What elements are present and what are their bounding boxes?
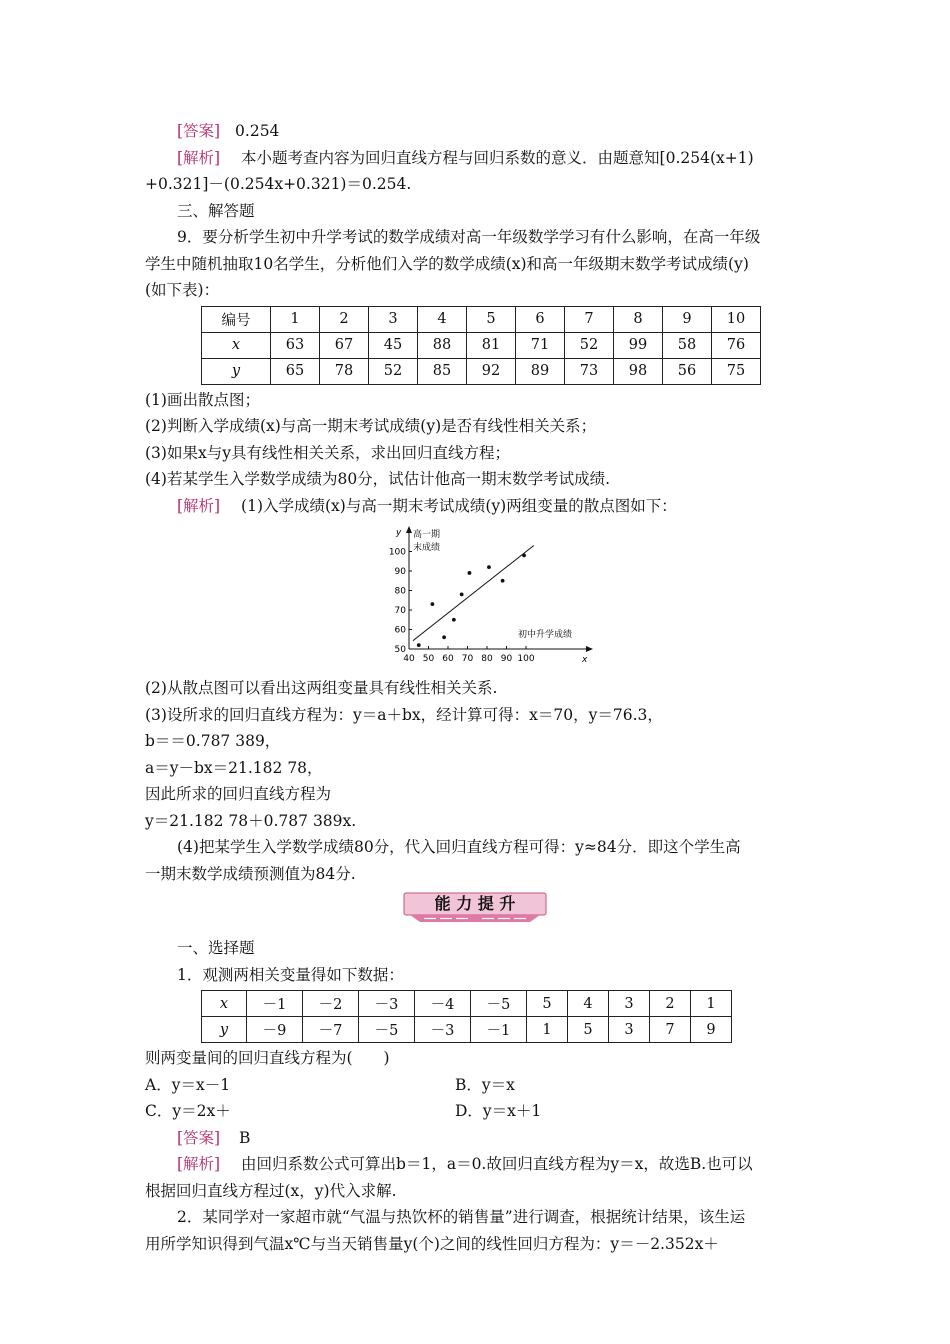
table-cell: 2 [320,306,369,332]
table-row [202,991,732,1017]
analysis-line [145,493,810,520]
table-cell: 9 [691,1017,732,1043]
table-row [202,332,761,358]
section-heading: 三、解答题 [177,201,255,220]
table-cell: 3 [369,306,418,332]
answer-tag: [答案] [177,1128,221,1147]
table-cell: 3 [609,991,650,1017]
scores-table [201,306,761,385]
table-cell: 73 [565,358,614,384]
data-point [522,554,526,558]
analysis-tag: [解析] [177,496,221,515]
data-point [487,565,491,569]
table-cell: 5 [467,306,516,332]
table-cell: 8 [614,306,663,332]
table-row [202,306,761,332]
answer-value: B [239,1128,251,1147]
table-cell: 76 [712,332,761,358]
banner-title: 能 力 提 升 [434,894,516,913]
y-tick-label: 100 [388,547,406,558]
y-axis-title-line-1: 高一期 [413,530,441,540]
solution-3-line-4: 因此所求的回归直线方程为 [145,785,332,803]
table-cell: 65 [271,358,320,384]
table-cell: 85 [418,358,467,384]
x-tick-label: 70 [461,654,474,664]
table-cell: －3 [415,1017,471,1043]
solution-4-line-1: (4)把某学生入学数学成绩80分，代入回归直线方程可得：y≈84分．即这个学生高 [177,838,741,856]
y-axis-label: y [396,528,402,538]
question-9-line-1: 9．要分析学生初中升学考试的数学成绩对高一年级数学学习有什么影响，在高一年级 [177,228,761,246]
x-tick-label: 60 [442,654,454,664]
table-cell: 5 [568,1017,609,1043]
x-axis-arrow [586,646,593,652]
table-cell: 45 [369,332,418,358]
banner-graphic [400,891,550,925]
option-c: C．y＝2x＋ [145,1102,231,1120]
table-cell: 9 [663,306,712,332]
table-cell: 2 [650,991,691,1017]
question-1-stem: 1．观测两相关变量得如下数据： [177,965,404,984]
sub-question-2: (2)判断入学成绩(x)与高一期末考试成绩(y)是否有线性相关关系； [145,417,597,435]
option-d: D．y＝x＋1 [455,1102,542,1120]
analysis-text: 由回归系数公式可算出b＝1，a＝0.故回归直线方程为y＝x，故选B.也可以 [241,1155,753,1173]
question-2-line-1: 2．某同学对一家超市就“气温与热饮杯的销售量”进行调查，根据统计结果，该生运 [177,1208,746,1226]
table-cell: 52 [369,358,418,384]
question-9-line-3: (如下表)： [145,281,220,299]
data-point [460,593,464,597]
table-cell: 3 [609,1017,650,1043]
table-cell: －4 [415,991,471,1017]
table-cell: －5 [471,991,527,1017]
table-cell: 1 [527,1017,568,1043]
row-label: x [202,991,247,1017]
data-point [452,618,456,622]
answer-line [145,1125,810,1152]
scatter-chart [377,523,597,669]
solution-3-line-5: y＝21.182 78＋0.787 389x. [145,811,357,830]
y-tick-label: 50 [394,645,406,655]
document-page [145,118,810,1257]
x-tick-label: 40 [403,654,415,664]
solution-4-line-2: 一期末数学成绩预测值为84分. [145,864,356,883]
table-cell: －1 [247,991,303,1017]
answer-line [145,118,810,145]
row-label: y [202,358,271,384]
data-point [431,602,435,606]
x-tick-label: 100 [517,654,535,664]
table-cell: 98 [614,358,663,384]
y-axis-title-line-2: 末成绩 [413,543,441,553]
question-9-line-2: 学生中随机抽取10名学生，分析他们入学的数学成绩(x)和高一年级期末数学考试成绩(y) [145,254,749,273]
table-cell: 92 [467,358,516,384]
row-label: y [202,1017,247,1043]
x-tick-label: 90 [500,654,513,664]
question-2-line-2: 用所学知识得到气温x℃与当天销售量y(个)之间的线性回归方程为：y＝－2.352x＋ [145,1234,719,1253]
sub-question-1: (1)画出散点图； [145,390,260,409]
analysis-line-2: 根据回归直线方程过(x，y)代入求解. [145,1181,397,1200]
table-cell: 56 [663,358,712,384]
question-1-prompt: 则两变量间的回归直线方程为( ) [145,1049,390,1067]
table-cell: 78 [320,358,369,384]
section-heading: 一、选择题 [177,939,255,957]
data-point [468,571,472,575]
solution-3-line-3: a＝y－bx＝21.182 78， [145,758,323,777]
y-tick-label: 60 [394,625,406,636]
solution-3-line-2: b＝＝0.787 389， [145,732,281,750]
section-banner [145,889,810,929]
table-cell: 81 [467,332,516,358]
data-point [417,643,421,647]
answer-value: 0.254 [235,122,280,140]
table-cell: 7 [565,306,614,332]
option-b: B．y＝x [455,1075,515,1094]
option-a: A．y＝x－1 [145,1075,231,1094]
table-cell: 88 [418,332,467,358]
table-cell: －9 [247,1017,303,1043]
y-tick-label: 90 [394,567,406,577]
table-cell: －3 [359,991,415,1017]
table-cell: 10 [712,306,761,332]
table-cell: －5 [359,1017,415,1043]
solution-3-line-1: (3)设所求的回归直线方程为：y＝a＋bx，经计算可得：x＝70，y＝76.3， [145,705,663,724]
table-cell: 1 [271,306,320,332]
row-label: 编号 [202,306,271,332]
table-cell: －2 [303,991,359,1017]
analysis-line [145,1151,810,1178]
scatter-chart-container [145,523,810,673]
table-cell: －7 [303,1017,359,1043]
analysis-text: 本小题考查内容为回归直线方程与回归系数的意义．由题意知[0.254(x+1) [241,148,754,167]
table-cell: 6 [516,306,565,332]
table-cell: 58 [663,332,712,358]
x-tick-label: 50 [422,654,435,664]
data-table [201,990,732,1043]
y-tick-label: 70 [394,606,406,616]
table-row [202,1017,732,1043]
x-axis-title: 初中升学成绩 [518,630,573,640]
sub-question-4: (4)若某学生入学数学成绩为80分，试估计他高一期末数学考试成绩. [145,470,611,488]
analysis-line [145,145,810,172]
options-row-2 [145,1098,810,1125]
y-axis-arrow [406,526,412,533]
table-cell: 4 [418,306,467,332]
sub-question-3: (3)如果x与y具有线性相关关系，求出回归直线方程； [145,443,510,462]
x-tick-label: 80 [481,654,493,664]
table-cell: 1 [691,991,732,1017]
table-cell: 63 [271,332,320,358]
table-cell: 7 [650,1017,691,1043]
regression-line [413,546,534,641]
table-cell: 89 [516,358,565,384]
y-tick-label: 80 [394,586,406,597]
table-cell: 5 [527,991,568,1017]
table-row [202,358,761,384]
analysis-tag: [解析] [177,148,221,167]
x-axis-label: x [582,655,588,665]
analysis-line-2: +0.321]－(0.254x+0.321)＝0.254. [145,175,412,193]
table-cell: 99 [614,332,663,358]
table-cell: 67 [320,332,369,358]
solution-2: (2)从散点图可以看出这两组变量具有线性相关关系. [145,679,498,697]
table-cell: 4 [568,991,609,1017]
row-label: x [202,332,271,358]
data-point [442,635,446,639]
table-cell: 52 [565,332,614,358]
analysis-text: (1)入学成绩(x)与高一期末考试成绩(y)两组变量的散点图如下： [241,496,677,515]
options-row-1 [145,1072,810,1099]
table-cell: －1 [471,1017,527,1043]
table-cell: 71 [516,332,565,358]
table-cell: 75 [712,358,761,384]
data-point [501,579,505,583]
answer-tag: [答案] [177,122,221,140]
analysis-tag: [解析] [177,1155,221,1173]
